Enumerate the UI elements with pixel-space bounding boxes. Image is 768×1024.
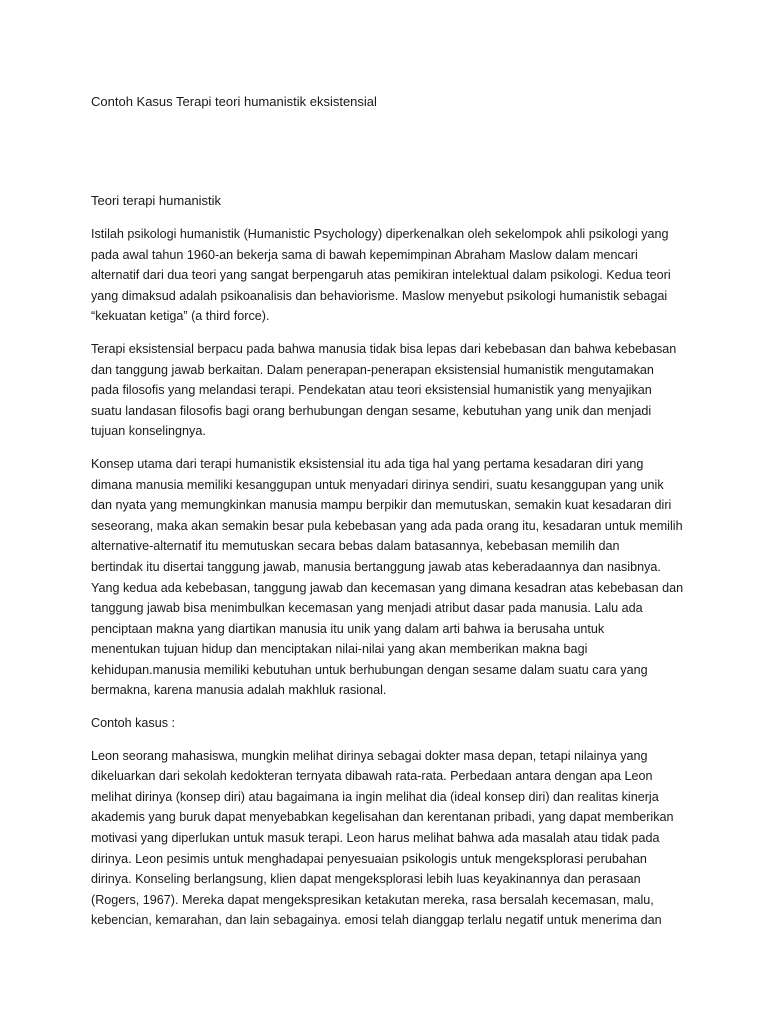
text-line: tanggung jawab bisa menimbulkan kecemasan yang menjadi atribut dasar pada manusia. Lalu ada [91,601,643,616]
text-line: pada awal tahun 1960-an bekerja sama di bawah kepemimpinan Abraham Maslow dalam mencari [91,247,638,262]
paragraph-eksistensial [91,339,681,442]
text-line: menentukan tujuan hidup dan menciptakan nilai-nilai yang akan memberikan makna bagi [91,642,588,657]
text-line: tujuan konselingnya. [91,424,206,439]
text-line: dan tanggung jawab berkaitan. Dalam penerapan-penerapan eksistensial humanistik mengutamakan [91,362,654,377]
text-line: Leon seorang mahasiswa, mungkin melihat dirinya sebagai dokter masa depan, tetapi nilainya yang [91,748,648,763]
text-line: bertindak itu disertai tanggung jawab, manusia bertanggung jawab atas keberadaannya dan nasibnya. [91,559,661,574]
text-line: dikeluarkan dari sekolah kedokteran ternyata dibawah rata-rata. Perbedaan antara dengan apa Leon [91,769,653,784]
text-line: (Rogers, 1967). Mereka dapat mengekspresikan ketakutan mereka, rasa bersalah kecemasan, malu, [91,892,654,907]
text-line: akademis yang buruk dapat menyebabkan kegelisahan dan kerentanan pribadi, yang dapat memberikan [91,810,674,825]
section-heading: Teori terapi humanistik [91,193,222,208]
text-line: “kekuatan ketiga” (a third force). [91,309,270,324]
text-line: penciptaan makna yang diartikan manusia itu unik yang dalam arti bahwa ia berusaha untuk [91,621,605,636]
text-line: dan nyata yang memungkinkan manusia mampu berpikir dan memutuskan, semakin kuat kesadaran diri [91,498,672,513]
text-line: Yang kedua ada kebebasan, tanggung jawab dan kecemasan yang dimana kesadran atas kebebasan dan [91,580,684,595]
text-line: dimana manusia memiliki kesanggupan untuk menyadari dirinya sendiri, suatu kesanggupan yang unik [91,477,664,492]
text-line: alternatif dari dua teori yang sangat berpengaruh atas pemikiran intelektual dalam psikologi. Kedua teori [91,268,671,283]
paragraph-humanistik [91,224,681,327]
document-title: Contoh Kasus Terapi teori humanistik eksistensial [91,94,377,109]
text-line: bermakna, karena manusia adalah makhluk rasional. [91,683,387,698]
text-line: kehidupan.manusia memiliki kebutuhan untuk berhubungan dengan sesame dalam suatu cara yang [91,662,648,677]
paragraph-konsep-utama [91,454,684,701]
text-line: yang dimaksud adalah psikoanalisis dan behaviorisme. Maslow menyebut psikologi humanistik sebagai [91,288,668,303]
text-line: kebencian, kemarahan, dan lain sebagainya. emosi telah dianggap terlalu negatif untuk menerima dan [91,913,662,928]
text-line: seseorang, maka akan semakin besar pula kebebasan yang ada pada orang itu, kesadaran untuk memilih [91,518,683,533]
text-line: Konsep utama dari terapi humanistik eksistensial itu ada tiga hal yang pertama kesadaran diri yang [91,456,644,471]
text-line: Istilah psikologi humanistik (Humanistic Psychology) diperkenalkan oleh sekelompok ahli psikologi yang [91,227,669,241]
text-line: dirinya. Leon pesimis untuk menghadapai penyesuaian psikologis untuk mengeksplorasi perubahan [91,851,647,866]
text-line: alternative-alternatif itu memutuskan secara bebas dalam batasannya, kebebasan memilih dan [91,539,620,554]
text-line: Terapi eksistensial berpacu pada bahwa manusia tidak bisa lepas dari kebebasan dan bahwa kebebasan [91,341,677,356]
document-body [91,224,684,943]
text-line: suatu landasan filosofis bagi orang berhubungan dengan sesame, kebutuhan yang unik dan menjadi [91,403,652,418]
text-line: dirinya. Konseling berlangsung, klien dapat mengeksplorasi lebih luas keyakinannya dan perasaan [91,872,641,887]
text-line: motivasi yang diperlukan untuk masuk terapi. Leon harus melihat bahwa ada masalah atau tidak pada [91,831,660,846]
paragraph-case [91,746,681,931]
case-heading: Contoh kasus : [91,716,176,731]
text-line: melihat dirinya (konsep diri) atau bagaimana ia ingin melihat dia (ideal konsep diri) dan realitas kinerja [91,789,659,804]
text-line: pada filosofis yang melandasi terapi. Pendekatan atau teori eksistensial humanistik yang menyajikan [91,383,652,398]
